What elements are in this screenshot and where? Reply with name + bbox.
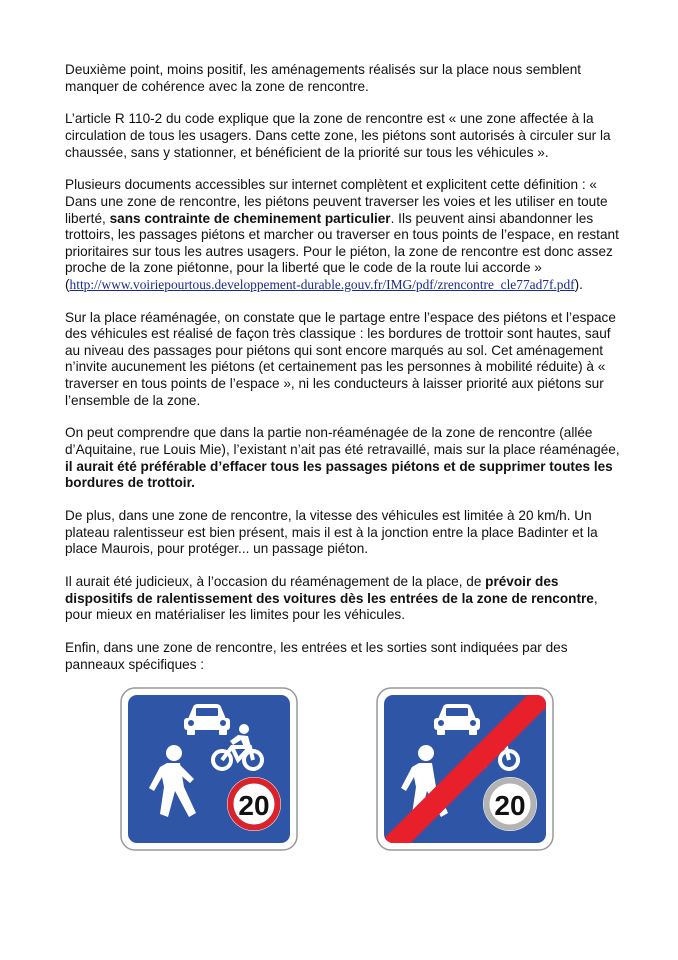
entry-sign-graphic [120,687,298,851]
paragraph-3-text-b: . Ils peuvent ainsi abandonner les trottoirs, les passages piétons et marcher ou traverser en tous points de l’espace, en restant prioritaires sur tous les autres usagers. Pour le piéton, la zone de rencontre est donc assez proche de la zone piétonne, pour la liberté que le code de la route lui accorde » ( [65,210,619,292]
paragraph-4: Sur la place réaménagée, on constate que le partage entre l’espace des piétons et l’espace des véhicules est réalisé de façon très classique : les bordures de trottoir sont hautes, sauf au niveau des passages pour piétons qui sont encore marqués au sol. Cet aménagement n’invite aucunement les piétons (et certainement pas les personnes à mobilité réduite) à « traverser en tous points de l’espace », ni les conducteurs à laisser priorité aux piétons sur l’ensemble de la zone. [65,309,616,408]
paragraph-1: Deuxième point, moins positif, les aménagements réalisés sur la place nous semblent manquer de cohérence avec la zone de rencontre. [65,62,582,94]
entry-speed-value: 20 [238,790,270,821]
paragraph-8: Enfin, dans une zone de rencontre, les entrées et les sorties sont indiquées par des panneaux spécifiques : [65,639,568,672]
paragraph-3-text-a: Plusieurs documents accessibles sur internet complètent et explicitent cette définition : « Dans une zone de rencontre, les piétons peuvent traverser les voies et les utiliser en toute liberté, [65,177,608,226]
voiriepourtous-link[interactable]: http://www.voiriepourtous.developpement-durable.gouv.fr/IMG/pdf/zrencontre_cle77ad7f.pdf [69,276,575,292]
paragraph-2: L’article R 110-2 du code explique que la zone de rencontre est « une zone affectée à la circulation de tous les usagers. Dans cette zone, les piétons sont autorisés à circuler sur la chaussée, sans y stationner, et bénéficient de la priorité sur tous les véhicules ». [65,111,611,160]
paragraph-5 [65,425,625,491]
paragraph-7-bold: prévoir des dispositifs de ralentissement des voitures dès les entrées de la zone de rencontre [65,573,594,606]
article-body [65,62,625,689]
speed-limit-sign [227,777,281,831]
paragraph-3-text-c: ). [574,276,583,292]
paragraph-3-bold: sans contrainte de cheminement particulier [109,210,391,226]
paragraph-7 [65,574,625,624]
paragraph-3 [65,177,625,293]
paragraph-7-text-a: Il aurait été judicieux, à l’occasion du réaménagement de la place, de [65,573,486,589]
exit-sign-graphic [376,687,554,851]
zone-rencontre-exit-sign [376,687,554,851]
paragraph-7-text-b: , pour mieux en matérialiser les limites pour les véhicules. [65,590,598,623]
exit-speed-value: 20 [494,790,526,821]
zone-rencontre-entry-sign [120,687,298,851]
speed-limit-sign [483,777,537,831]
paragraph-5-bold: il aurait été préférable d’effacer tous les passages piétons et de supprimer toutes les bordures de trottoir. [65,458,613,491]
paragraph-6: De plus, dans une zone de rencontre, la vitesse des véhicules est limitée à 20 km/h. Un plateau ralentisseur est bien présent, mais il est à la jonction entre la place Badinter et la place Maurois, pour protéger... un passage piéton. [65,508,598,557]
paragraph-5-text: On peut comprendre que dans la partie non-réaménagée de la zone de rencontre (allée d’Aquitaine, rue Louis Mie), l’existant n’ait pas été retravaillé, mais sur la place réaménagée, [65,425,620,458]
